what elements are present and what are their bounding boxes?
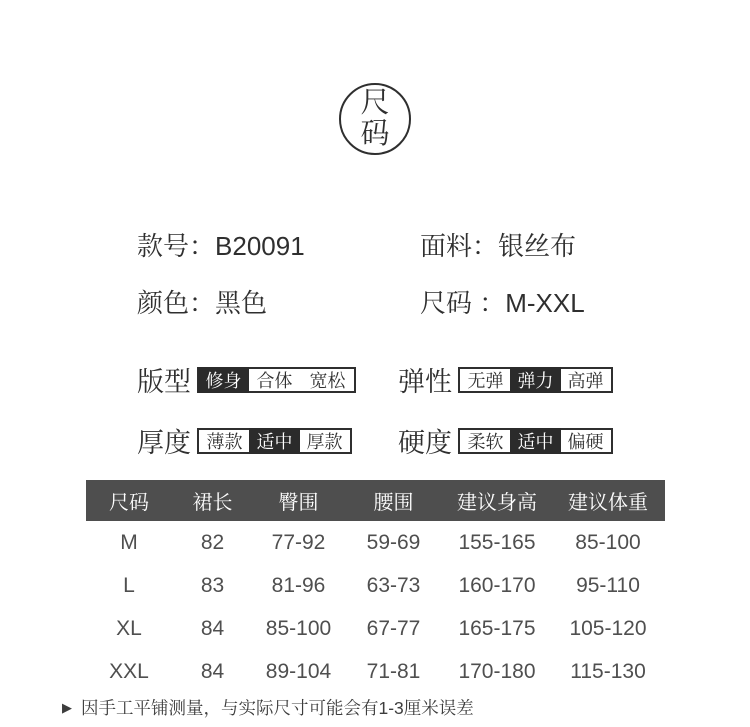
table-row: [86, 564, 665, 607]
size-table: [86, 480, 665, 693]
product-size-range-value: M-XXL: [505, 288, 585, 318]
product-fabric: [420, 226, 576, 263]
attribute-thickness-label: 厚度: [137, 428, 191, 458]
attribute-thickness-option-selected: 适中: [249, 428, 300, 454]
table-cell: 95-110: [576, 573, 640, 597]
attribute-hardness: [398, 421, 613, 460]
measurement-note-text: 因手工平铺测量，与实际尺寸可能会有1-3厘米误差: [81, 698, 474, 718]
table-cell: M: [120, 530, 138, 554]
product-color-label: 颜色：: [137, 288, 216, 318]
attribute-hardness-option: 柔软: [467, 431, 504, 452]
attribute-hardness-option: 偏硬: [567, 431, 604, 452]
size-table-col-hip: 臀围: [278, 492, 319, 514]
table-row: [86, 521, 665, 564]
table-cell: 84: [200, 659, 225, 683]
table-cell: 160-170: [458, 573, 536, 597]
size-table-col-skirt-length: 裙长: [192, 492, 233, 514]
table-cell: 85-100: [265, 616, 332, 640]
product-size-range-label: 尺码 ：: [420, 288, 506, 318]
size-badge-char-1: 尺: [360, 87, 390, 119]
table-cell: XXL: [109, 659, 149, 683]
attribute-elasticity-option: 高弹: [567, 370, 604, 391]
attribute-fit-options: [197, 367, 356, 393]
product-size-range: [420, 283, 585, 320]
table-cell: 59-69: [366, 530, 421, 554]
size-table-col-waist: 腰围: [373, 492, 414, 514]
table-cell: 115-130: [570, 659, 646, 683]
product-color: [137, 283, 267, 320]
table-row: [86, 607, 665, 650]
triangle-right-icon: ▶: [62, 700, 72, 715]
table-cell: 77-92: [271, 530, 326, 554]
table-cell: 84: [200, 616, 225, 640]
attribute-thickness-option: 薄款: [206, 431, 243, 452]
table-cell: L: [123, 573, 135, 597]
product-fabric-label: 面料：: [420, 231, 499, 261]
attribute-thickness: [137, 421, 352, 460]
table-cell: 85-100: [575, 530, 641, 554]
size-table-col-height: 建议身高: [457, 492, 537, 514]
attribute-thickness-option: 厚款: [306, 431, 343, 452]
table-cell: 155-165: [458, 530, 536, 554]
product-model-label: 款号：: [137, 231, 216, 261]
attribute-hardness-options: [458, 428, 613, 454]
product-color-value: 黑色: [215, 288, 268, 318]
table-cell: 71-81: [366, 659, 421, 683]
table-cell: 81-96: [271, 573, 326, 597]
measurement-note: [62, 695, 474, 720]
size-table-col-size: 尺码: [109, 492, 149, 514]
attribute-elasticity-label: 弹性: [398, 367, 452, 397]
attribute-fit-label: 版型: [137, 367, 191, 397]
attribute-fit: [137, 360, 356, 399]
attribute-fit-option: 合体: [256, 370, 293, 391]
table-cell: XL: [116, 616, 142, 640]
table-row: [86, 650, 665, 693]
size-badge-circle: [339, 83, 411, 155]
size-table-col-weight: 建议体重: [568, 492, 648, 514]
attribute-hardness-label: 硬度: [398, 428, 452, 458]
attribute-hardness-option-selected: 适中: [510, 428, 561, 454]
attribute-elasticity-option-selected: 弹力: [510, 367, 561, 393]
attribute-fit-option: 宽松: [309, 370, 346, 391]
attribute-elasticity-options: [458, 367, 613, 393]
table-cell: 67-77: [366, 616, 421, 640]
table-cell: 83: [200, 573, 225, 597]
product-model-value: B20091: [215, 231, 305, 261]
table-cell: 170-180: [458, 659, 536, 683]
product-model: [137, 226, 305, 263]
size-badge-char-2: 码: [360, 118, 390, 150]
table-cell: 165-175: [458, 616, 536, 640]
table-cell: 89-104: [265, 659, 332, 683]
attribute-thickness-options: [197, 428, 352, 454]
table-cell: 105-120: [569, 616, 647, 640]
table-cell: 63-73: [366, 573, 421, 597]
table-cell: 82: [200, 530, 225, 554]
attribute-fit-option-selected: 修身: [198, 367, 249, 393]
attribute-elasticity-option: 无弹: [467, 370, 504, 391]
attribute-elasticity: [398, 360, 613, 399]
size-table-header: [86, 480, 665, 521]
product-fabric-value: 银丝布: [498, 231, 577, 261]
